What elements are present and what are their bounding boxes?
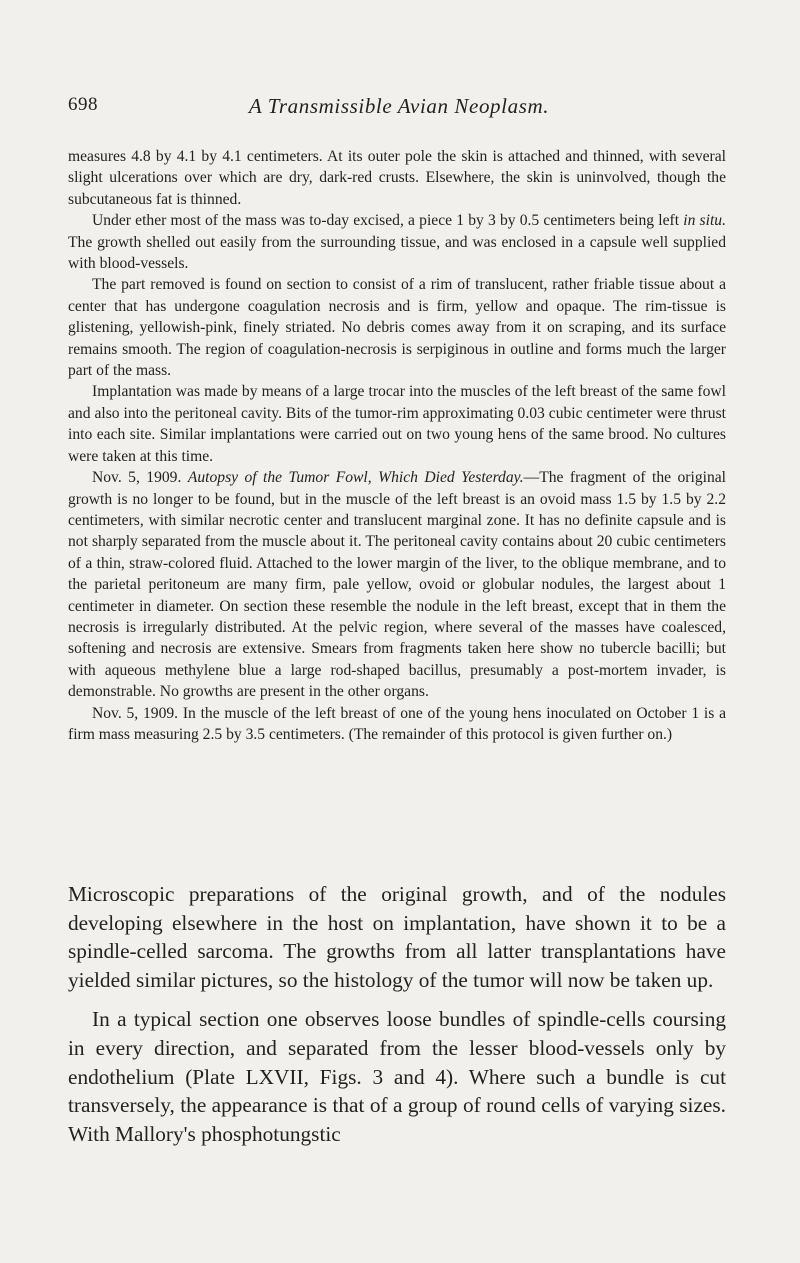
histology-section xyxy=(68,880,726,1159)
running-title: A Transmissible Avian Neoplasm. xyxy=(248,94,550,118)
protocol-section xyxy=(68,146,726,745)
paragraph-continued: measures 4.8 by 4.1 by 4.1 centimeters. At its outer pole the skin is attached and thinned, with several slight ulcerations over which are dry, dark-red crusts. Elsewhere, the skin is uninvolved, though the subcutaneous fat is thinned. xyxy=(68,148,726,208)
paragraph-young-hens: Nov. 5, 1909. In the muscle of the left breast of one of the young hens inoculated on October 1 is a firm mass measuring 2.5 by 3.5 centimeters. (The remainder of this protocol is given further on.) xyxy=(68,704,726,743)
page-number: 698 xyxy=(68,94,98,115)
italic-heading: Autopsy of the Tumor Fowl, Which Died Yesterday. xyxy=(187,469,524,487)
italic-term: in situ. xyxy=(683,212,726,230)
paragraph-implantation: Implantation was made by means of a large trocar into the muscles of the left breast of the same fowl and also into the peritoneal cavity. Bits of the tumor-rim approximating 0.03 cubic centimeter were thrust into each site. Similar implantations were carried out on two young hens of the same brood. No cultures were taken at this time. xyxy=(68,383,726,465)
text-run: —The fragment of the original growth is no longer to be found, but in the muscle of the left breast is an ovoid mass 1.5 by 1.5 by 2.2 centimeters, with similar necrotic center and translucent marginal zone. It has no definite capsule and is not sharply separated from the muscle about it. The peritoneal cavity contains about 20 cubic centimeters of a thin, straw-colored fluid. Attached to the lower margin of the liver, to the oblique membrane, and to the parietal peritoneum are many firm, pale yellow, ovoid or globular nodules, the largest about 1 centimeter in diameter. On section these resemble the nodule in the left breast, except that in them the necrosis is irregularly distributed. At the pelvic region, where several of the masses have coalesced, softening and necrosis are extensive. Smears from fragments taken here show no tubercle bacilli; but with aqueous methylene blue a large rod-shaped bacillus, presumably a post-mortem invader, is demonstrable. No growths are present in the other organs. xyxy=(68,469,727,701)
paragraph-excision xyxy=(68,210,726,274)
paragraph-section-description: The part removed is found on section to consist of a rim of translucent, rather friable tissue about a center that has undergone coagulation necrosis and is firm, yellow and opaque. The rim-tissue is glistening, yellowish-pink, finely striated. No debris comes away from it on scraping, and its surface remains smooth. The region of coagulation-necrosis is serpiginous in outline and forms much the larger part of the mass. xyxy=(68,276,726,380)
paragraph-typical-section: In a typical section one observes loose bundles of spindle-cells coursing in every direction, and separated from the lesser blood-vessels only by endothelium (Plate LXVII, Figs. 3 and 4). Where such a bundle is cut transversely, the appearance is that of a group of round cells of varying sizes. With Mallory's phosphotungstic xyxy=(68,1007,726,1146)
paragraph-autopsy xyxy=(68,467,726,702)
date-text: Nov. 5, 1909. xyxy=(92,469,182,487)
page-header xyxy=(68,94,730,124)
paragraph-microscopic: Microscopic preparations of the original growth, and of the nodules developing elsewhere in the host on implantation, have shown it to be a spindle-celled sarcoma. The growths from all latter transplantations have yielded similar pictures, so the histology of the tumor will now be taken up. xyxy=(68,882,726,992)
text-run: Under ether most of the mass was to-day excised, a piece 1 by 3 by 0.5 centimeters being left xyxy=(92,212,680,230)
text-run: The growth shelled out easily from the surrounding tissue, and was enclosed in a capsule well supplied with blood-vessels. xyxy=(68,233,726,273)
